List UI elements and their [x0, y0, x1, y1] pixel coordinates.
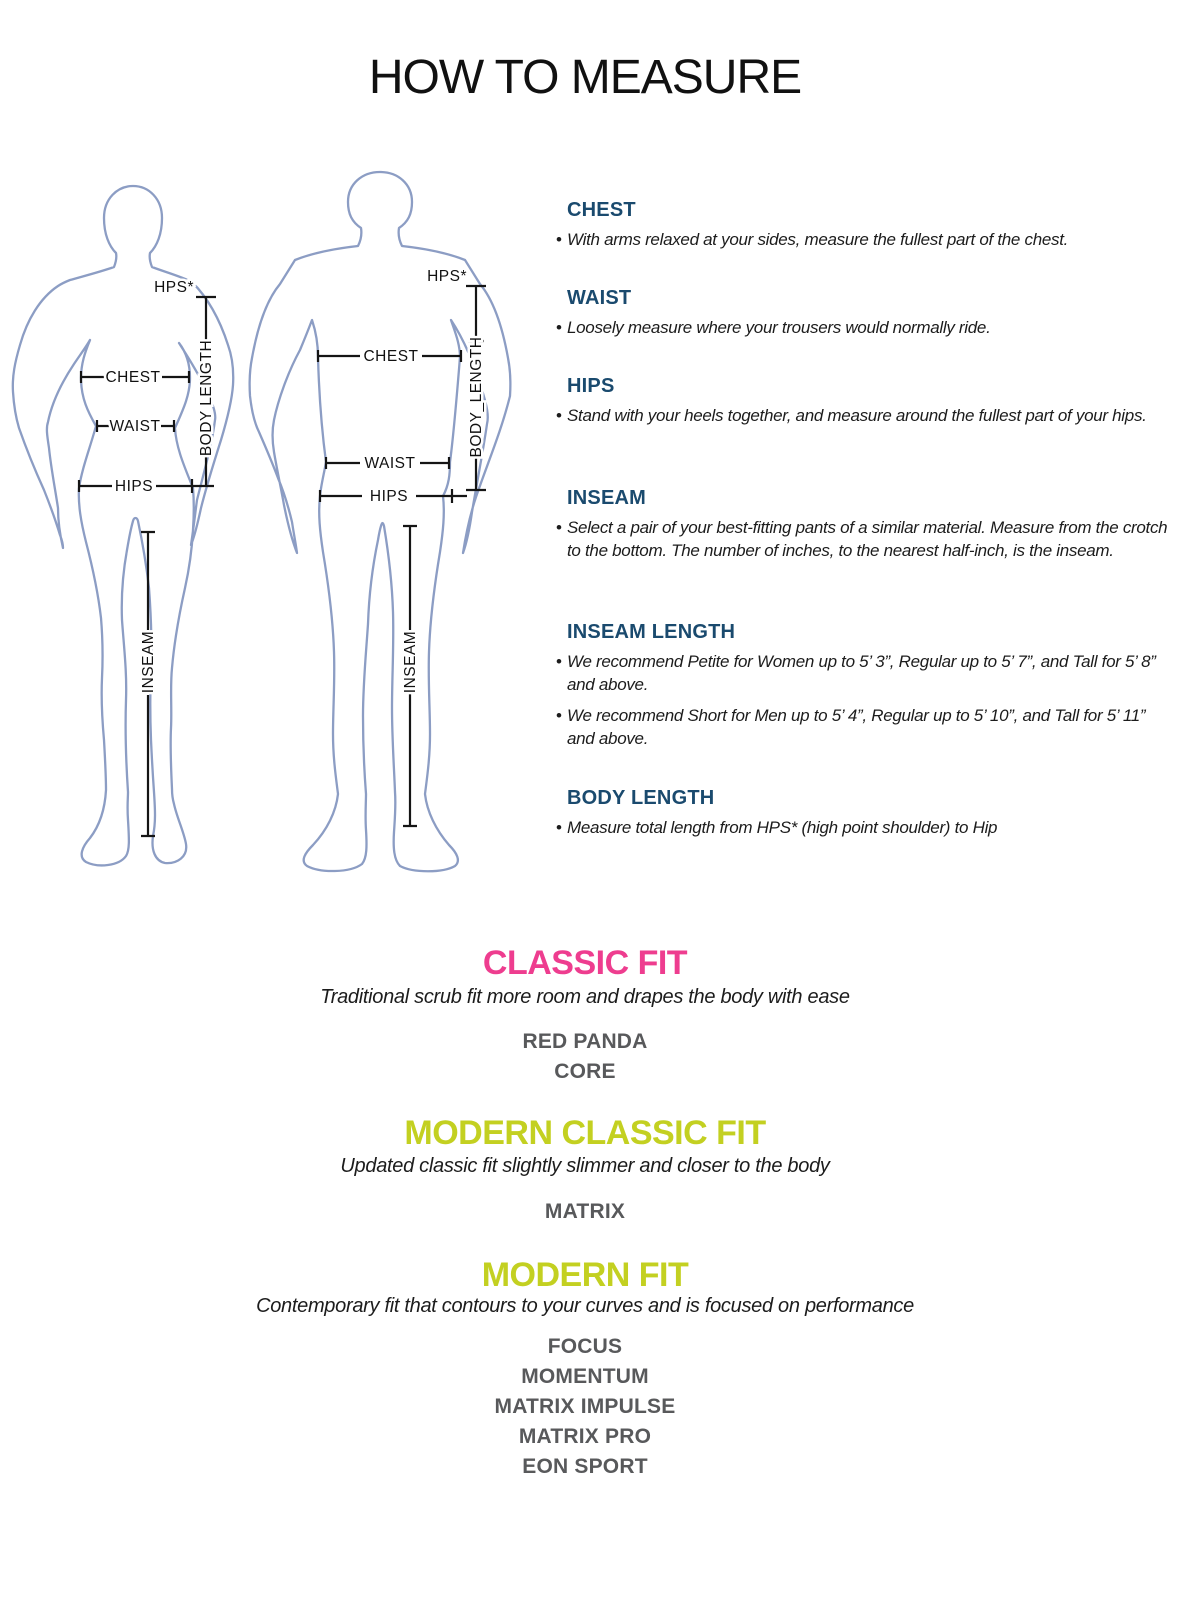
page-title: HOW TO MEASURE [368, 51, 802, 104]
modern-classic-fit-lines [0, 1197, 1170, 1227]
section-inseam-heading: INSEAM [567, 487, 646, 509]
section-chest-bullet: • With arms relaxed at your sides, measure the fullest part of the chest. [567, 228, 1168, 251]
female-body-length-label: BODY LENGTH [198, 339, 215, 457]
product-line: CORE [554, 1060, 616, 1083]
male-body-length-label: BODY_LENGTH [468, 336, 485, 458]
product-line: MATRIX PRO [518, 1425, 652, 1448]
male-hips-label: HIPS [369, 488, 409, 505]
product-line: FOCUS [547, 1335, 623, 1358]
section-inseam-length-bullet-women: • We recommend Petite for Women up to 5’ 3”, Regular up to 5’ 7”, and Tall for 5’ 8” and above. [567, 650, 1168, 696]
section-hips-bullet: • Stand with your heels together, and measure around the fullest part of your hips. [567, 404, 1168, 427]
section-inseam-length-heading: INSEAM LENGTH [567, 621, 736, 643]
section-inseam-length-bullet-men: • We recommend Short for Men up to 5’ 4”, Regular up to 5’ 10”, and Tall for 5’ 11” and above. [567, 704, 1168, 750]
section-body-length-heading: BODY LENGTH [567, 787, 715, 809]
modern-fit-lines [0, 1332, 1170, 1482]
classic-fit-description: Traditional scrub fit more room and drapes the body with ease [320, 986, 850, 1008]
female-chest-label: CHEST [105, 369, 161, 386]
modern-classic-fit-heading: MODERN CLASSIC FIT [404, 1114, 766, 1152]
female-hips-label: HIPS [114, 478, 154, 495]
section-body-length-bullet: • Measure total length from HPS* (high point shoulder) to Hip [567, 816, 1168, 839]
modern-fit-description: Contemporary fit that contours to your curves and is focused on performance [256, 1295, 914, 1317]
section-hips-heading: HIPS [567, 375, 615, 397]
male-chest-label: CHEST [363, 348, 419, 365]
male-hps-label: HPS* [427, 268, 467, 285]
female-waist-label: WAIST [109, 418, 161, 435]
product-line: MATRIX [544, 1200, 626, 1223]
section-waist-bullet: • Loosely measure where your trousers would normally ride. [567, 316, 1168, 339]
section-chest-heading: CHEST [567, 199, 636, 221]
product-line: MOMENTUM [521, 1365, 649, 1388]
product-line: RED PANDA [522, 1030, 648, 1053]
male-waist-label: WAIST [364, 455, 416, 472]
female-inseam-label: INSEAM [140, 630, 157, 694]
male-inseam-label: INSEAM [402, 630, 419, 694]
modern-classic-fit-description: Updated classic fit slightly slimmer and closer to the body [340, 1155, 830, 1177]
female-hps-label: HPS* [154, 279, 194, 296]
product-line: EON SPORT [522, 1455, 648, 1478]
classic-fit-lines [0, 1027, 1170, 1087]
classic-fit-heading: CLASSIC FIT [482, 944, 688, 982]
modern-fit-heading: MODERN FIT [481, 1256, 689, 1294]
section-inseam-bullet: • Select a pair of your best-fitting pants of a similar material. Measure from the crotch to the bottom. The number of inches, to the nearest half-inch, is the inseam. [567, 516, 1168, 562]
section-waist-heading: WAIST [567, 287, 632, 309]
product-line: MATRIX IMPULSE [494, 1395, 676, 1418]
